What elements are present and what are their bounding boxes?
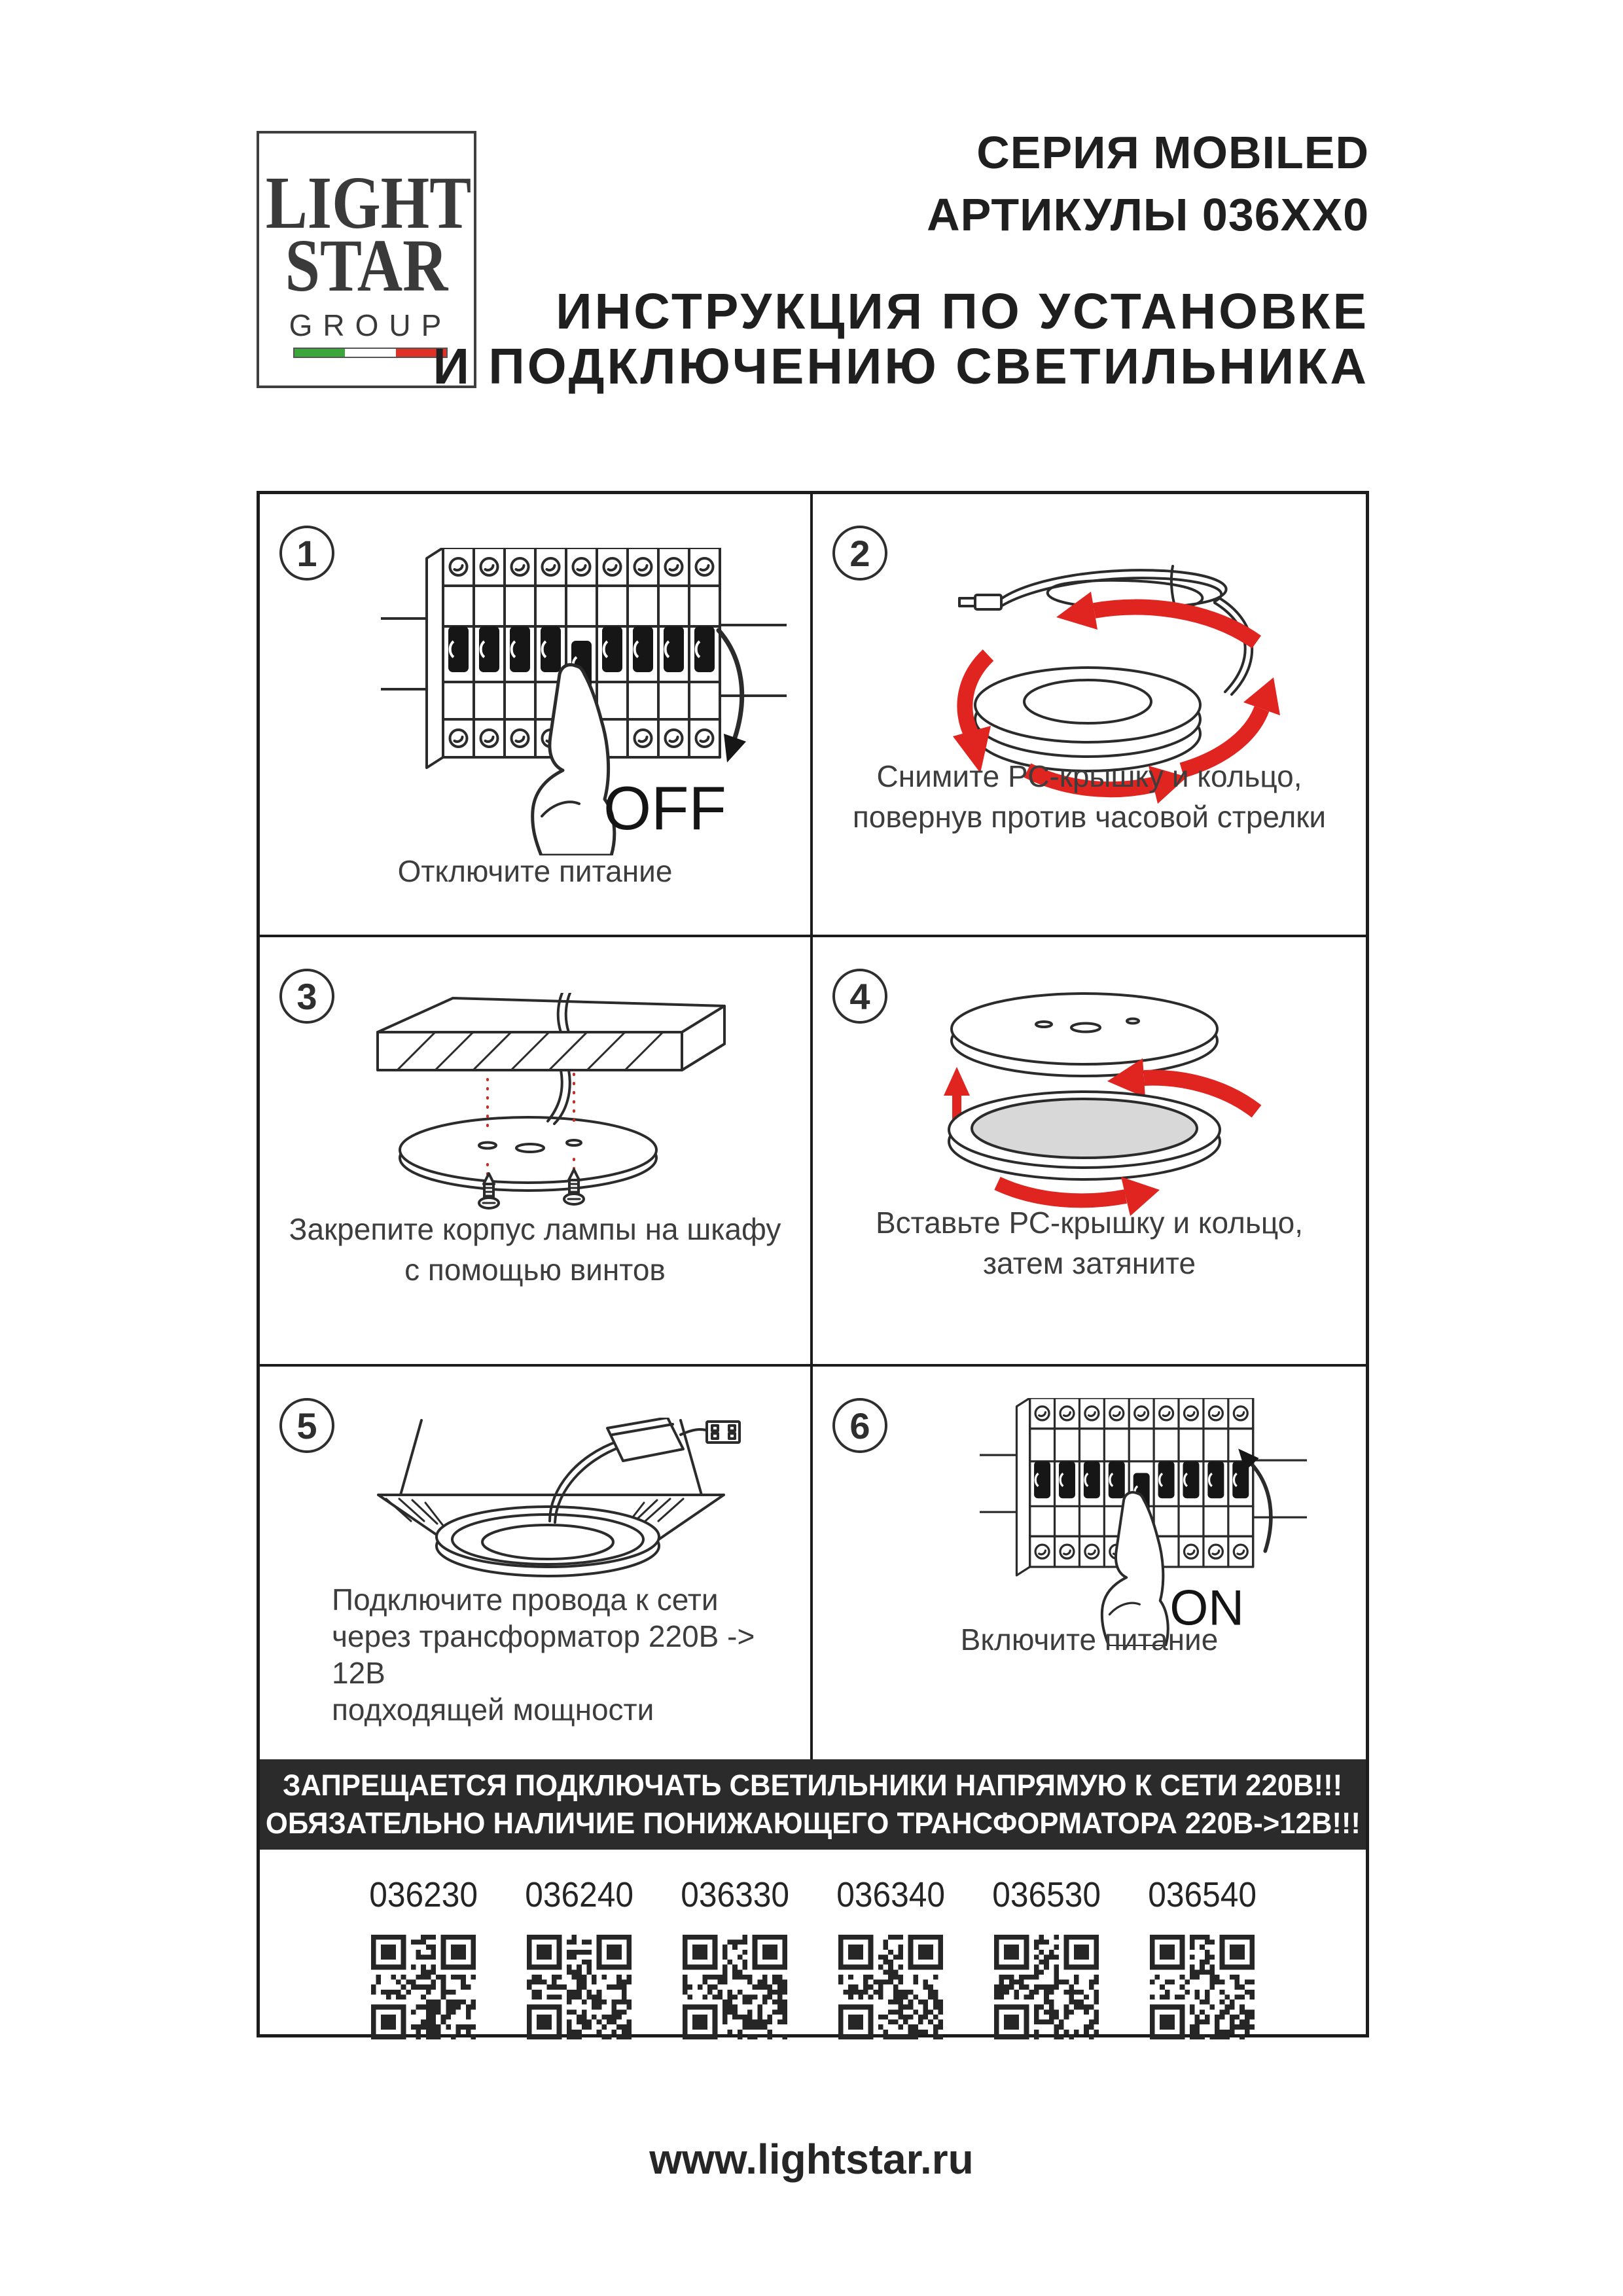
power-state-label: OFF: [603, 774, 726, 842]
step-caption: Включите питание: [960, 1623, 1219, 1657]
series-title: СЕРИЯ MOBILED: [976, 127, 1369, 178]
step-number-badge: 2: [832, 526, 887, 581]
step-panel-6: [813, 1367, 1366, 1759]
step-panel-5: [260, 1367, 813, 1759]
article-figure: [527, 1874, 632, 2034]
article-figure: [838, 1874, 943, 2034]
step-number-badge: 5: [279, 1398, 334, 1453]
website-url: www.lightstar.ru: [649, 2136, 974, 2183]
article-figure: [683, 1874, 787, 2034]
instruction-title-line1: ИНСТРУКЦИЯ ПО УСТАНОВКЕ: [556, 283, 1369, 340]
italian-flag-bar: [293, 348, 448, 358]
step-panel-3: [260, 937, 813, 1367]
step-number-badge: 1: [279, 526, 334, 581]
step-caption: Отключите питание: [397, 854, 673, 888]
step-panel-1: [260, 494, 813, 937]
circuit-breaker-off-illustration: [381, 548, 787, 855]
step-number-badge: 4: [832, 969, 887, 1024]
instruction-title-line2: И ПОДКЛЮЧЕНИЮ СВЕТИЛЬНИКА: [433, 338, 1369, 395]
step-number-badge: 3: [279, 969, 334, 1024]
articles-title: АРТИКУЛЫ 036ХХ0: [927, 189, 1369, 240]
warning-line-1: ЗАПРЕЩАЕТСЯ ПОДКЛЮЧАТЬ СВЕТИЛЬНИКИ НАПРЯМУЮ К СЕТИ 220В!!!: [283, 1768, 1343, 1802]
logo-word-group: GROUP: [289, 308, 452, 342]
article-figure: [1150, 1874, 1255, 2034]
step-caption: Подключите провода к сети через трансформатор 220В -> 12В подходящей мощности: [332, 1583, 755, 1727]
qr-code: [527, 1935, 632, 2039]
step-panel-4: [813, 937, 1366, 1367]
article-number: 036530: [992, 1875, 1101, 1914]
qr-code: [371, 1935, 476, 2039]
flag-green-segment: [294, 349, 345, 357]
article-number: 036240: [525, 1875, 633, 1914]
step-caption: Снимите РС-крышку и кольцо, повернув против часовой стрелки: [852, 759, 1327, 834]
step-caption: Закрепите корпус лампы на шкафу с помощью винтов: [289, 1212, 781, 1287]
article-qr-row: [260, 1850, 1366, 2034]
mount-body-screws-illustration: [332, 993, 738, 1212]
article-number: 036330: [681, 1875, 789, 1914]
qr-code: [1150, 1935, 1255, 2039]
step-caption: Вставьте РС-крышку и кольцо, затем затяните: [875, 1206, 1304, 1280]
step-panel-2: [813, 494, 1366, 937]
circuit-breaker-on-illustration: [980, 1398, 1307, 1646]
qr-code: [994, 1935, 1099, 2039]
warning-banner: [260, 1759, 1366, 1850]
article-number: 036540: [1148, 1875, 1257, 1914]
logo-word-light: LIGHT: [265, 162, 472, 245]
insert-cover-ring-illustration: [891, 983, 1291, 1219]
qr-code: [838, 1935, 943, 2039]
connect-transformer-illustration: [322, 1418, 747, 1581]
article-figure: [994, 1874, 1099, 2034]
article-figure: [371, 1874, 476, 2034]
flag-white-segment: [345, 349, 395, 357]
qr-code: [683, 1935, 787, 2039]
instruction-grid: [257, 491, 1369, 2037]
step-number-badge: 6: [832, 1398, 887, 1453]
power-state-label: ON: [1169, 1580, 1244, 1636]
document-title-block: [433, 122, 1369, 394]
logo-word-star: STAR: [285, 224, 448, 308]
article-number: 036230: [369, 1875, 478, 1914]
article-number: 036340: [836, 1875, 945, 1914]
warning-line-2: ОБЯЗАТЕЛЬНО НАЛИЧИЕ ПОНИЖАЮЩЕГО ТРАНСФОРМАТОРА 220В->12В!!!: [265, 1806, 1361, 1840]
